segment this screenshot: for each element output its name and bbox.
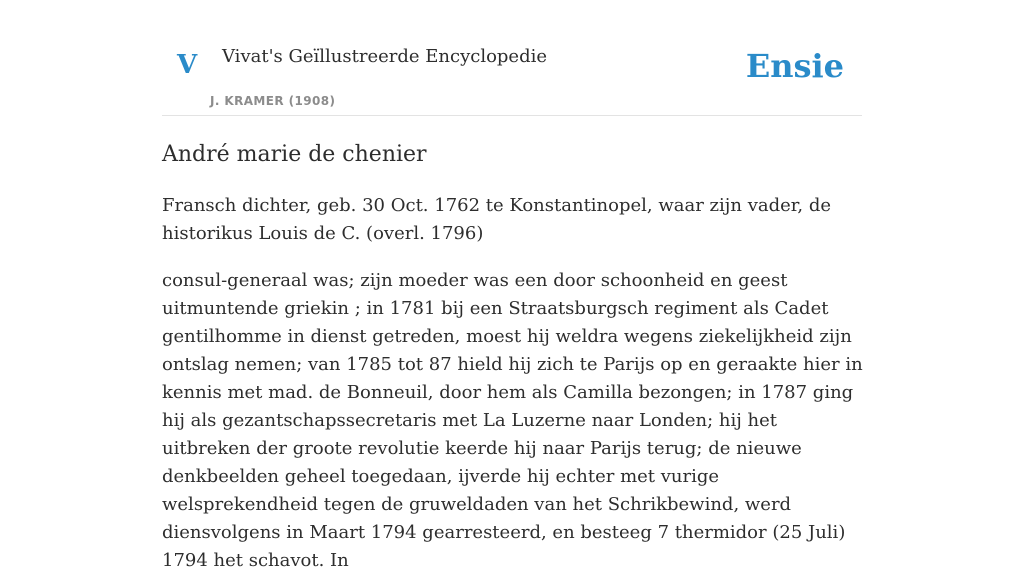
source-author: J. KRAMER (1908) bbox=[210, 94, 336, 108]
source-logo-icon[interactable]: V bbox=[177, 50, 198, 80]
article-paragraph: consul-generaal was; zijn moeder was een door schoonheid en geest uitmuntende griekin ; in 1781 bij een Straatsburgsch regiment als Cadet gentilhomme in dienst getreden, moest hij weldra wegens ziekelijkheid zijn ontslag nemen; van 1785 tot 87 hield hij zich te Parijs op en geraakte hier in kennis met mad. de Bonneuil, door hem als Camilla bezongen; in 1787 ging hij als gezantschapssecretaris met La Luzerne naar Londen; hij het uitbreken der groote revolutie keerde hij naar Parijs terug; de nieuwe denkbeelden geheel toegedaan, ijverde hij echter met vurige welsprekendheid tegen de gruweldaden van het Schrikbewind, werd diensvolgens in Maart 1794 gearresteerd, en besteeg 7 thermidor (25 Juli) 1794 het schavot. In bbox=[162, 270, 863, 571]
article-content bbox=[162, 140, 867, 575]
article-title: André marie de chenier bbox=[162, 142, 427, 167]
source-header bbox=[162, 0, 862, 116]
source-title-link[interactable]: Vivat's Geïllustreerde Encyclopedie bbox=[222, 46, 548, 67]
article-paragraph: Fransch dichter, geb. 30 Oct. 1762 te Konstantinopel, waar zijn vader, de historikus Louis de C. (overl. 1796) bbox=[162, 195, 832, 244]
ensie-logo-link[interactable]: Ensie bbox=[745, 47, 844, 85]
